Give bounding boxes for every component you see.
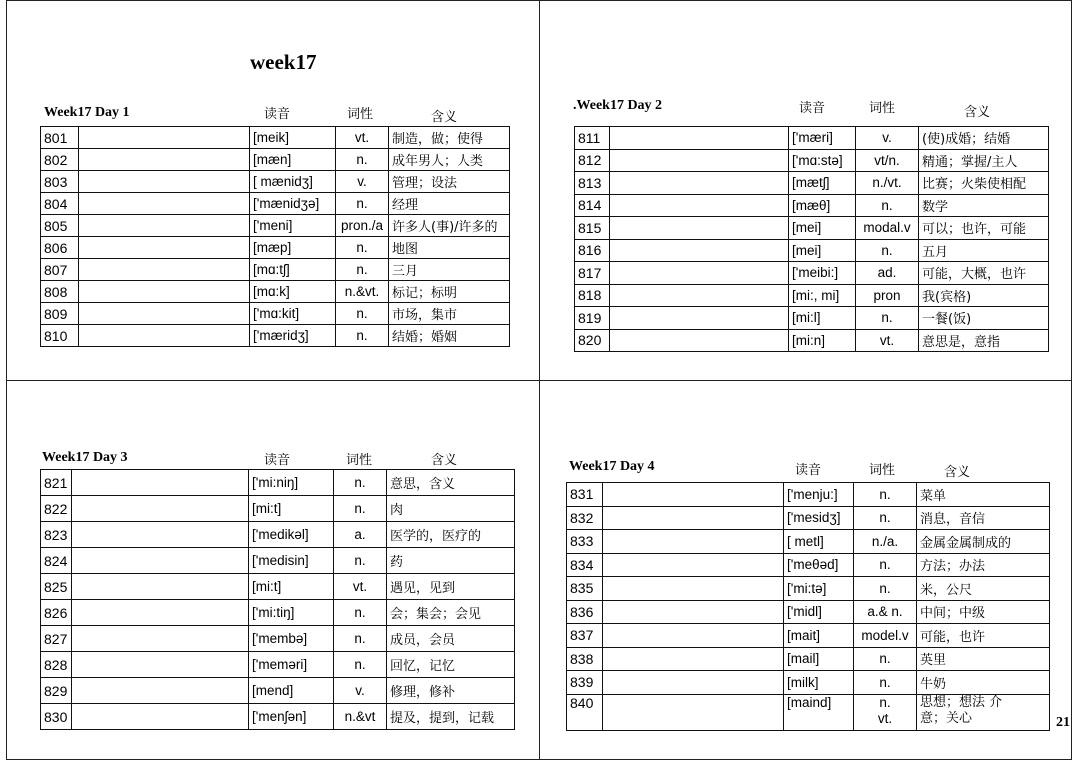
word-number: 807 xyxy=(41,259,79,281)
part-of-speech: pron xyxy=(856,284,919,307)
phonetic: ['mesidʒ] xyxy=(784,506,854,530)
table-row xyxy=(41,171,510,193)
meaning: 可能，也许 xyxy=(917,624,1050,648)
part-of-speech: vt. xyxy=(334,574,387,600)
part-of-speech: v. xyxy=(336,171,389,193)
phonetic: ['medisin] xyxy=(249,548,334,574)
header-pos: 词性 xyxy=(346,453,373,468)
word-number: 801 xyxy=(41,127,79,149)
meaning: 提及，提到，记载 xyxy=(387,704,515,730)
day-label: Week17 Day 1 xyxy=(44,105,130,120)
word-blank xyxy=(72,470,249,496)
part-of-speech: n. xyxy=(854,671,917,695)
word-blank xyxy=(603,530,784,554)
word-blank xyxy=(603,553,784,577)
meaning: 制造，做；使得 xyxy=(389,127,510,149)
word-number: 808 xyxy=(41,281,79,303)
meaning: 金属金属制成的 xyxy=(917,530,1050,554)
part-of-speech: a. xyxy=(334,522,387,548)
part-of-speech: n. xyxy=(336,149,389,171)
word-number: 833 xyxy=(567,530,603,554)
word-number: 806 xyxy=(41,237,79,259)
word-blank xyxy=(72,548,249,574)
meaning: 中间；中级 xyxy=(917,600,1050,624)
phonetic: [ mænidʒ] xyxy=(250,171,336,193)
word-blank xyxy=(79,303,250,325)
word-number: 811 xyxy=(575,127,610,150)
phonetic: [maind] xyxy=(784,694,854,730)
part-of-speech: n. vt. xyxy=(854,694,917,730)
table-row xyxy=(575,329,1049,352)
part-of-speech: n. xyxy=(854,577,917,601)
page-number: 21 xyxy=(1056,715,1070,730)
word-number: 812 xyxy=(575,149,610,172)
word-blank xyxy=(79,259,250,281)
table-row xyxy=(41,237,510,259)
meaning: 管理；设法 xyxy=(389,171,510,193)
vocab-table-day1 xyxy=(40,126,510,347)
word-blank xyxy=(72,496,249,522)
word-blank xyxy=(72,626,249,652)
phonetic: ['medikəl] xyxy=(249,522,334,548)
word-number: 814 xyxy=(575,194,610,217)
phonetic: [mei] xyxy=(789,239,856,262)
phonetic: [mi:t] xyxy=(249,574,334,600)
table-row xyxy=(567,624,1050,648)
word-blank xyxy=(610,194,789,217)
word-number: 830 xyxy=(41,704,72,730)
part-of-speech: n. xyxy=(336,193,389,215)
phonetic: [mend] xyxy=(249,678,334,704)
table-row xyxy=(41,193,510,215)
phonetic: [mɑ:k] xyxy=(250,281,336,303)
table-row xyxy=(575,262,1049,285)
horizontal-divider xyxy=(6,380,1072,381)
part-of-speech: n./vt. xyxy=(856,172,919,195)
word-number: 813 xyxy=(575,172,610,195)
word-number: 819 xyxy=(575,307,610,330)
part-of-speech: n. xyxy=(336,325,389,347)
word-blank xyxy=(610,307,789,330)
meaning: 牛奶 xyxy=(917,671,1050,695)
word-blank xyxy=(603,624,784,648)
word-number: 817 xyxy=(575,262,610,285)
word-number: 821 xyxy=(41,470,72,496)
word-number: 805 xyxy=(41,215,79,237)
word-number: 834 xyxy=(567,553,603,577)
part-of-speech: n.&vt. xyxy=(336,281,389,303)
part-of-speech: n. xyxy=(854,483,917,507)
part-of-speech: v. xyxy=(856,127,919,150)
part-of-speech: n. xyxy=(336,303,389,325)
meaning: 药 xyxy=(387,548,515,574)
meaning: 成员，会员 xyxy=(387,626,515,652)
part-of-speech: n. xyxy=(334,496,387,522)
word-blank xyxy=(610,284,789,307)
word-blank xyxy=(610,127,789,150)
meaning: 一餐(饭) xyxy=(919,307,1049,330)
part-of-speech: n.&vt xyxy=(334,704,387,730)
header-meaning: 含义 xyxy=(431,453,458,468)
part-of-speech: vt. xyxy=(856,329,919,352)
word-number: 810 xyxy=(41,325,79,347)
table-row xyxy=(575,127,1049,150)
header-pos: 词性 xyxy=(869,101,896,116)
part-of-speech: n. xyxy=(856,194,919,217)
part-of-speech: a.& n. xyxy=(854,600,917,624)
header-meaning: 含义 xyxy=(431,110,458,125)
table-row xyxy=(575,239,1049,262)
word-number: 837 xyxy=(567,624,603,648)
meaning: 三月 xyxy=(389,259,510,281)
part-of-speech: n. xyxy=(334,470,387,496)
table-row xyxy=(575,172,1049,195)
word-blank xyxy=(79,149,250,171)
header-meaning: 含义 xyxy=(964,105,991,120)
table-row xyxy=(575,284,1049,307)
table-row xyxy=(41,496,515,522)
table-row xyxy=(41,303,510,325)
phonetic: ['menju:] xyxy=(784,483,854,507)
meaning: 会；集会；会见 xyxy=(387,600,515,626)
phonetic: ['mæri] xyxy=(789,127,856,150)
phonetic: [mæp] xyxy=(250,237,336,259)
word-blank xyxy=(610,217,789,240)
phonetic: [mi:l] xyxy=(789,307,856,330)
word-number: 836 xyxy=(567,600,603,624)
word-blank xyxy=(72,678,249,704)
table-row xyxy=(41,325,510,347)
table-row xyxy=(41,678,515,704)
meaning: 菜单 xyxy=(917,483,1050,507)
phonetic: [mæθ] xyxy=(789,194,856,217)
table-row xyxy=(567,647,1050,671)
word-blank xyxy=(610,149,789,172)
meaning: 五月 xyxy=(919,239,1049,262)
table-row xyxy=(575,194,1049,217)
word-blank xyxy=(72,704,249,730)
phonetic: ['meθəd] xyxy=(784,553,854,577)
header-pron: 读音 xyxy=(264,453,291,468)
vocab-table-day2 xyxy=(574,126,1049,352)
table-row xyxy=(567,671,1050,695)
meaning: 遇见，见到 xyxy=(387,574,515,600)
meaning: 我(宾格) xyxy=(919,284,1049,307)
word-blank xyxy=(610,172,789,195)
phonetic: ['meibi:] xyxy=(789,262,856,285)
part-of-speech: n. xyxy=(334,652,387,678)
phonetic: ['mɑ:kit] xyxy=(250,303,336,325)
page-title: week17 xyxy=(250,50,317,74)
phonetic: [milk] xyxy=(784,671,854,695)
part-of-speech: n. xyxy=(856,307,919,330)
meaning: 方法；办法 xyxy=(917,553,1050,577)
meaning: 标记；标明 xyxy=(389,281,510,303)
word-number: 823 xyxy=(41,522,72,548)
phonetic: ['mi:tə] xyxy=(784,577,854,601)
word-number: 839 xyxy=(567,671,603,695)
table-row xyxy=(575,149,1049,172)
word-blank xyxy=(72,600,249,626)
phonetic: [mi:, mi] xyxy=(789,284,856,307)
word-number: 803 xyxy=(41,171,79,193)
meaning: 精通；掌握/主人 xyxy=(919,149,1049,172)
table-row xyxy=(41,600,515,626)
table-row xyxy=(41,149,510,171)
phonetic: ['meməri] xyxy=(249,652,334,678)
phonetic: [mait] xyxy=(784,624,854,648)
day-label: Week17 Day 4 xyxy=(569,459,655,474)
part-of-speech: pron./a xyxy=(336,215,389,237)
word-blank xyxy=(79,215,250,237)
table-row xyxy=(41,215,510,237)
word-blank xyxy=(79,281,250,303)
word-number: 804 xyxy=(41,193,79,215)
part-of-speech: vt. xyxy=(336,127,389,149)
phonetic: ['mi:niŋ] xyxy=(249,470,334,496)
meaning: 经理 xyxy=(389,193,510,215)
phonetic: [mætʃ] xyxy=(789,172,856,195)
table-row xyxy=(567,600,1050,624)
part-of-speech: n. xyxy=(854,647,917,671)
table-row xyxy=(41,574,515,600)
word-blank xyxy=(79,171,250,193)
word-blank xyxy=(610,239,789,262)
word-blank xyxy=(603,647,784,671)
word-number: 840 xyxy=(567,694,603,730)
part-of-speech: v. xyxy=(334,678,387,704)
word-number: 816 xyxy=(575,239,610,262)
phonetic: ['meni] xyxy=(250,215,336,237)
meaning: 成年男人；人类 xyxy=(389,149,510,171)
table-row xyxy=(41,259,510,281)
phonetic: [mi:n] xyxy=(789,329,856,352)
word-blank xyxy=(603,671,784,695)
meaning: 数学 xyxy=(919,194,1049,217)
word-number: 832 xyxy=(567,506,603,530)
word-blank xyxy=(79,237,250,259)
header-meaning: 含义 xyxy=(944,465,971,480)
meaning: 回忆，记忆 xyxy=(387,652,515,678)
part-of-speech: modal.v xyxy=(856,217,919,240)
word-blank xyxy=(79,127,250,149)
phonetic: ['mænidʒə] xyxy=(250,193,336,215)
phonetic: ['mɑ:stə] xyxy=(789,149,856,172)
header-pos: 词性 xyxy=(869,463,896,478)
word-blank xyxy=(603,483,784,507)
word-blank xyxy=(603,577,784,601)
word-number: 818 xyxy=(575,284,610,307)
word-number: 822 xyxy=(41,496,72,522)
part-of-speech: n. xyxy=(336,237,389,259)
meaning: 医学的，医疗的 xyxy=(387,522,515,548)
table-row xyxy=(567,694,1050,730)
phonetic: ['mæridʒ] xyxy=(250,325,336,347)
phonetic: ['midl] xyxy=(784,600,854,624)
meaning: 修理，修补 xyxy=(387,678,515,704)
word-number: 820 xyxy=(575,329,610,352)
header-pron: 读音 xyxy=(799,101,826,116)
word-number: 809 xyxy=(41,303,79,325)
table-row xyxy=(41,626,515,652)
phonetic: [mei] xyxy=(789,217,856,240)
vocab-table-day4 xyxy=(566,482,1050,731)
meaning: 意思是，意指 xyxy=(919,329,1049,352)
table-row xyxy=(41,522,515,548)
meaning: 肉 xyxy=(387,496,515,522)
phonetic: [ metl] xyxy=(784,530,854,554)
table-row xyxy=(567,483,1050,507)
table-row xyxy=(41,470,515,496)
word-number: 825 xyxy=(41,574,72,600)
table-row xyxy=(41,652,515,678)
word-number: 838 xyxy=(567,647,603,671)
part-of-speech: model.v xyxy=(854,624,917,648)
word-blank xyxy=(603,694,784,730)
meaning: 可能，大概，也许 xyxy=(919,262,1049,285)
word-blank xyxy=(72,652,249,678)
header-pron: 读音 xyxy=(795,463,822,478)
word-blank xyxy=(79,325,250,347)
word-blank xyxy=(79,193,250,215)
table-row xyxy=(575,307,1049,330)
word-number: 802 xyxy=(41,149,79,171)
phonetic: [mail] xyxy=(784,647,854,671)
word-blank xyxy=(610,329,789,352)
day-label: Week17 Day 3 xyxy=(42,450,128,465)
part-of-speech: n. xyxy=(334,626,387,652)
table-row xyxy=(567,506,1050,530)
table-row xyxy=(567,530,1050,554)
meaning: 市场，集市 xyxy=(389,303,510,325)
word-number: 829 xyxy=(41,678,72,704)
part-of-speech: n. xyxy=(854,506,917,530)
table-row xyxy=(41,281,510,303)
phonetic: [mi:t] xyxy=(249,496,334,522)
table-row xyxy=(41,704,515,730)
header-pos: 词性 xyxy=(347,107,374,122)
meaning: 可以；也许，可能 xyxy=(919,217,1049,240)
part-of-speech: vt/n. xyxy=(856,149,919,172)
part-of-speech: n./a. xyxy=(854,530,917,554)
word-blank xyxy=(72,522,249,548)
phonetic: ['mi:tiŋ] xyxy=(249,600,334,626)
part-of-speech: n. xyxy=(334,600,387,626)
word-blank xyxy=(72,574,249,600)
table-row xyxy=(41,548,515,574)
meaning: 结婚；婚姻 xyxy=(389,325,510,347)
table-row xyxy=(41,127,510,149)
table-row xyxy=(567,577,1050,601)
meaning: 英里 xyxy=(917,647,1050,671)
phonetic: ['menʃən] xyxy=(249,704,334,730)
meaning: 消息，音信 xyxy=(917,506,1050,530)
meaning: 思想；想法 介 意；关心 xyxy=(917,694,1050,730)
phonetic: ['membə] xyxy=(249,626,334,652)
part-of-speech: n. xyxy=(856,239,919,262)
word-number: 831 xyxy=(567,483,603,507)
day-label: .Week17 Day 2 xyxy=(573,98,663,113)
table-row xyxy=(567,553,1050,577)
meaning: 比赛；火柴使相配 xyxy=(919,172,1049,195)
header-pron: 读音 xyxy=(264,107,291,122)
part-of-speech: n. xyxy=(336,259,389,281)
part-of-speech: ad. xyxy=(856,262,919,285)
phonetic: [meik] xyxy=(250,127,336,149)
part-of-speech: n. xyxy=(334,548,387,574)
meaning: 米，公尺 xyxy=(917,577,1050,601)
phonetic: [mæn] xyxy=(250,149,336,171)
word-number: 828 xyxy=(41,652,72,678)
word-number: 815 xyxy=(575,217,610,240)
word-number: 826 xyxy=(41,600,72,626)
meaning: 许多人(事)/许多的 xyxy=(389,215,510,237)
table-row xyxy=(575,217,1049,240)
word-blank xyxy=(610,262,789,285)
meaning: 地图 xyxy=(389,237,510,259)
part-of-speech: n. xyxy=(854,553,917,577)
meaning: 意思，含义 xyxy=(387,470,515,496)
word-number: 835 xyxy=(567,577,603,601)
word-number: 824 xyxy=(41,548,72,574)
word-blank xyxy=(603,506,784,530)
word-number: 827 xyxy=(41,626,72,652)
phonetic: [mɑ:tʃ] xyxy=(250,259,336,281)
word-blank xyxy=(603,600,784,624)
meaning: (使)成婚；结婚 xyxy=(919,127,1049,150)
vocab-table-day3 xyxy=(40,469,515,730)
